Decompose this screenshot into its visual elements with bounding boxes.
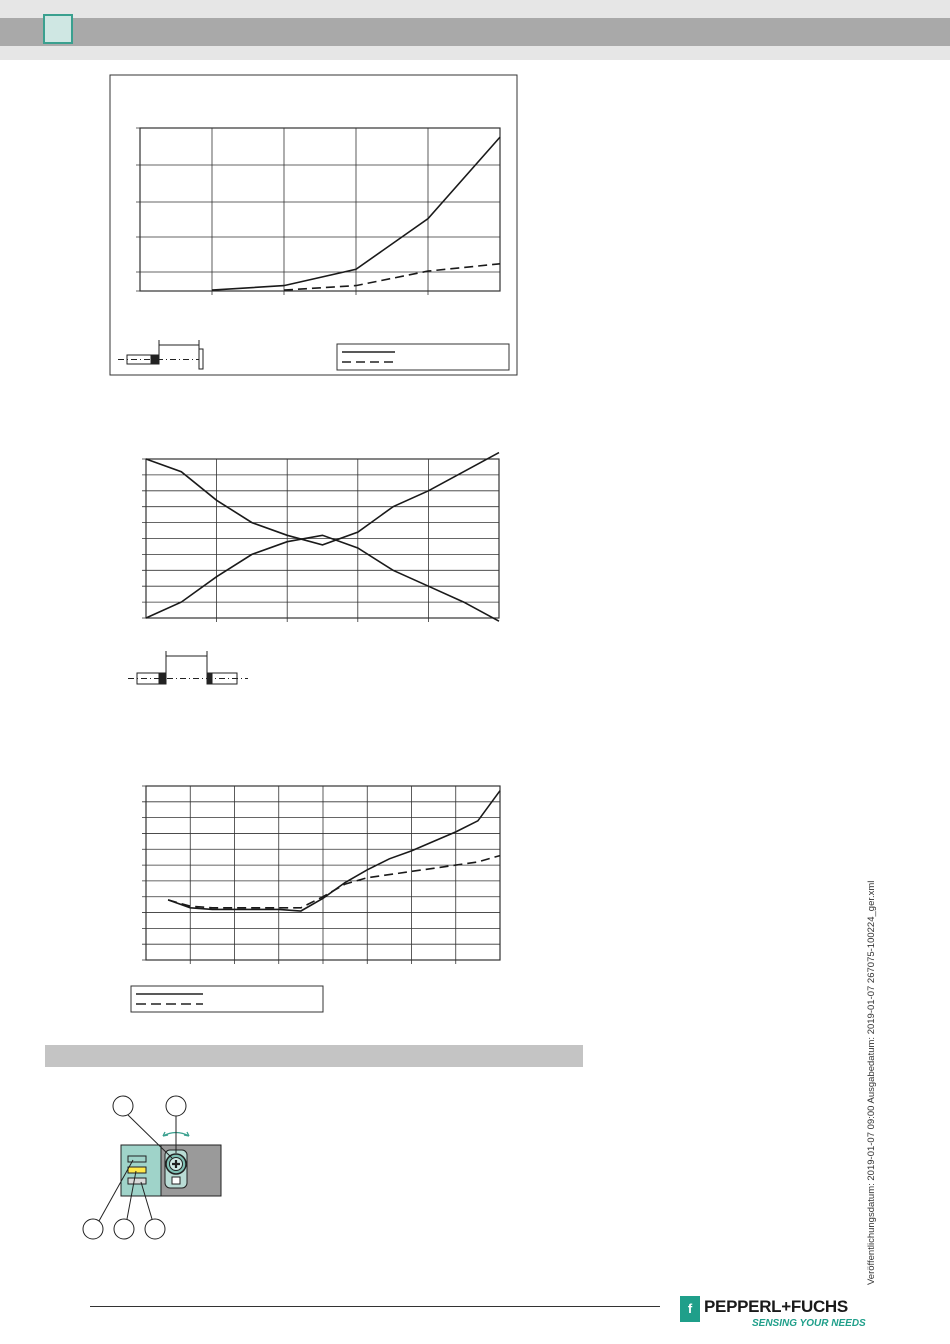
callout-circle-bottom-3 <box>145 1219 165 1239</box>
brand-logo <box>680 1296 866 1336</box>
callout-circle-bottom-2 <box>114 1219 134 1239</box>
led-yellow <box>128 1167 146 1173</box>
brand-name: PEPPERL+FUCHS <box>704 1297 848 1316</box>
callout-circle-bottom-1 <box>83 1219 103 1239</box>
led-green <box>128 1156 146 1162</box>
footer-rule <box>90 1306 660 1307</box>
publication-info: Veröffentlichungsdatum: 2019-01-07 09:00 Ausgabedatum: 2019-01-07 267075-100224_ger.xml <box>866 880 877 1285</box>
callout-circle-top-left <box>113 1096 133 1116</box>
brand-mark-icon: f <box>680 1296 700 1322</box>
brand-tagline: SENSING YOUR NEEDS <box>752 1318 866 1329</box>
led-indicator-3 <box>128 1178 146 1184</box>
callout-circle-top-right <box>166 1096 186 1116</box>
